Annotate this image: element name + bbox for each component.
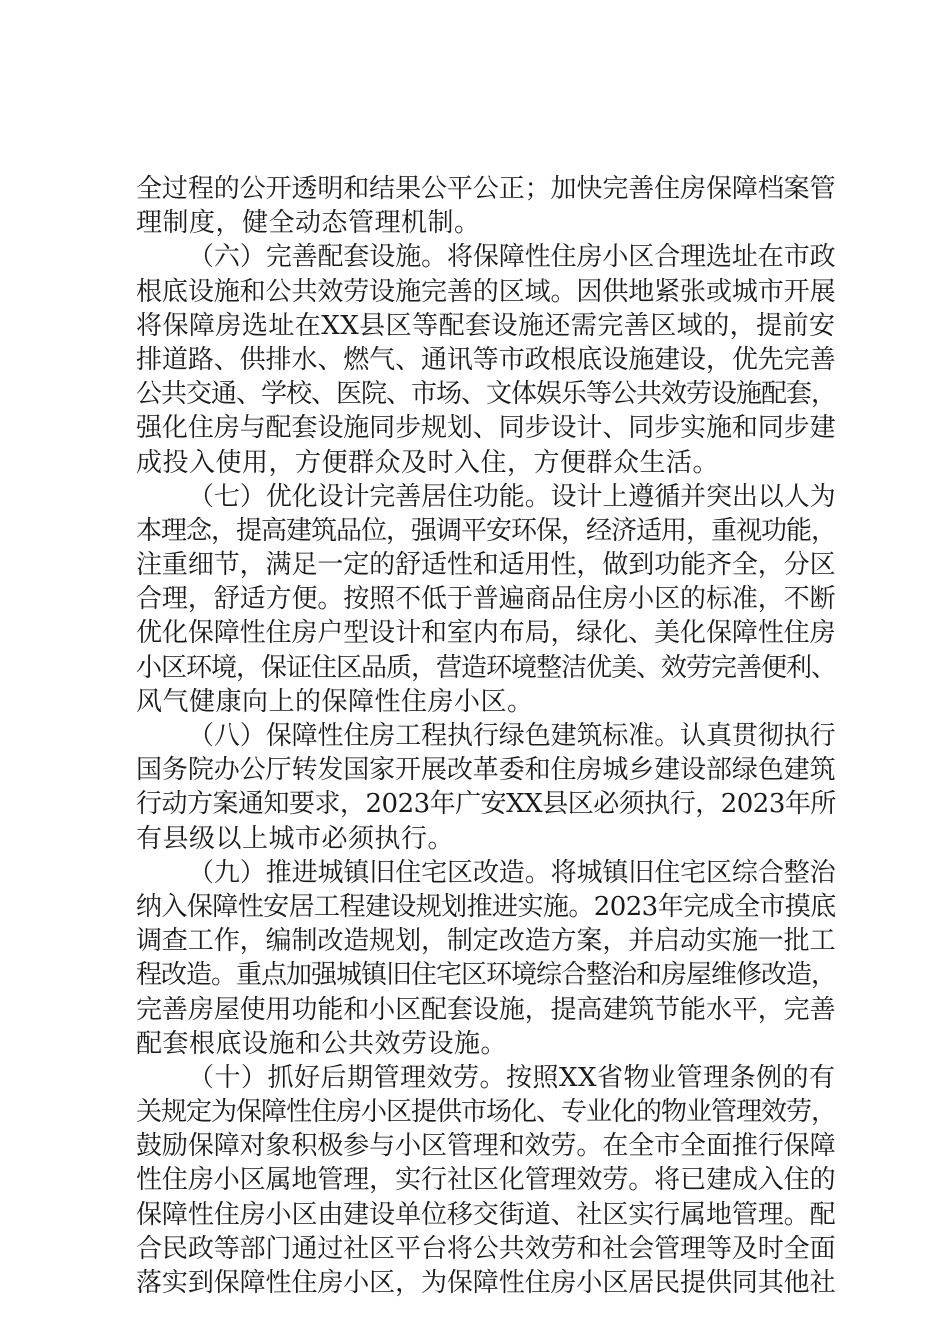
text-line: 公共交通、学校、医院、市场、文体娱乐等公共效劳设施配套， [136, 379, 836, 410]
text-line: 合理，舒适方便。按照不低于普遍商品住房小区的标准，不断 [136, 584, 836, 615]
text-line: 注重细节，满足一定的舒适性和适用性，做到功能齐全，分区 [136, 550, 836, 581]
text-line: 配套根底设施和公共效劳设施。 [136, 1028, 508, 1059]
paragraph-first-line: （十）抓好后期管理效劳。按照XX省物业管理条例的有 [188, 1062, 836, 1093]
text-line: 排道路、供排水、燃气、通讯等市政根底设施建设，优先完善 [136, 344, 836, 375]
text-line: 将保障房选址在XX县区等配套设施还需完善区域的，提前安 [136, 310, 836, 341]
text-line: 根底设施和公共效劳设施完善的区域。因供地紧张或城市开展 [136, 276, 836, 307]
text-line: 优化保障性住房户型设计和室内布局，绿化、美化保障性住房 [136, 618, 836, 649]
text-line: 纳入保障性安居工程建设规划推进实施。2023年完成全市摸底 [136, 891, 836, 922]
text-line: 合民政等部门通过社区平台将公共效劳和社会管理等及时全面 [136, 1233, 836, 1264]
text-line: 成投入使用，方便群众及时入住，方便群众生活。 [136, 447, 720, 478]
text-line: 小区环境，保证住区品质，营造环境整洁优美、效劳完善便利、 [136, 652, 836, 683]
text-line: 理制度，健全动态管理机制。 [136, 208, 481, 239]
text-line: 全过程的公开透明和结果公平公正；加快完善住房保障档案管 [136, 174, 836, 204]
text-line: 本理念，提高建筑品位，强调平安环保，经济适用，重视功能， [136, 515, 836, 546]
paragraph-first-line: （六）完善配套设施。将保障性住房小区合理选址在市政 [188, 242, 836, 273]
text-line: 调查工作，编制改造规划，制定改造方案，并启动实施一批工 [136, 926, 836, 957]
text-line: 鼓励保障对象积极参与小区管理和效劳。在全市全面推行保障 [136, 1131, 836, 1162]
text-line: 国务院办公厅转发国家开展改革委和住房城乡建设部绿色建筑 [136, 755, 836, 786]
text-line: 行动方案通知要求，2023年广安XX县区必须执行，2023年所 [136, 789, 836, 820]
text-line: 落实到保障性住房小区，为保障性住房小区居民提供同其他社 [136, 1268, 836, 1298]
paragraph-first-line: （七）优化设计完善居住功能。设计上遵循并突出以人为 [188, 481, 836, 512]
paragraph-first-line: （八）保障性住房工程执行绿色建筑标准。认真贯彻执行 [188, 721, 836, 751]
document-body-text [136, 172, 836, 1300]
text-line: 性住房小区属地管理，实行社区化管理效劳。将已建成入住的 [136, 1165, 836, 1196]
text-line: 保障性住房小区由建设单位移交街道、社区实行属地管理。配 [136, 1199, 836, 1230]
paragraph-first-line: （九）推进城镇旧住宅区改造。将城镇旧住宅区综合整治 [188, 857, 836, 888]
text-line: 完善房屋使用功能和小区配套设施，提高建筑节能水平，完善 [136, 994, 836, 1025]
text-line: 强化住房与配套设施同步规划、同步设计、同步实施和同步建 [136, 413, 836, 444]
text-line: 风气健康向上的保障性住房小区。 [136, 686, 534, 717]
text-line: 程改造。重点加强城镇旧住宅区环境综合整治和房屋维修改造， [136, 960, 836, 991]
text-line: 关规定为保障性住房小区提供市场化、专业化的物业管理效劳， [136, 1097, 836, 1128]
text-line: 有县级以上城市必须执行。 [136, 823, 455, 854]
